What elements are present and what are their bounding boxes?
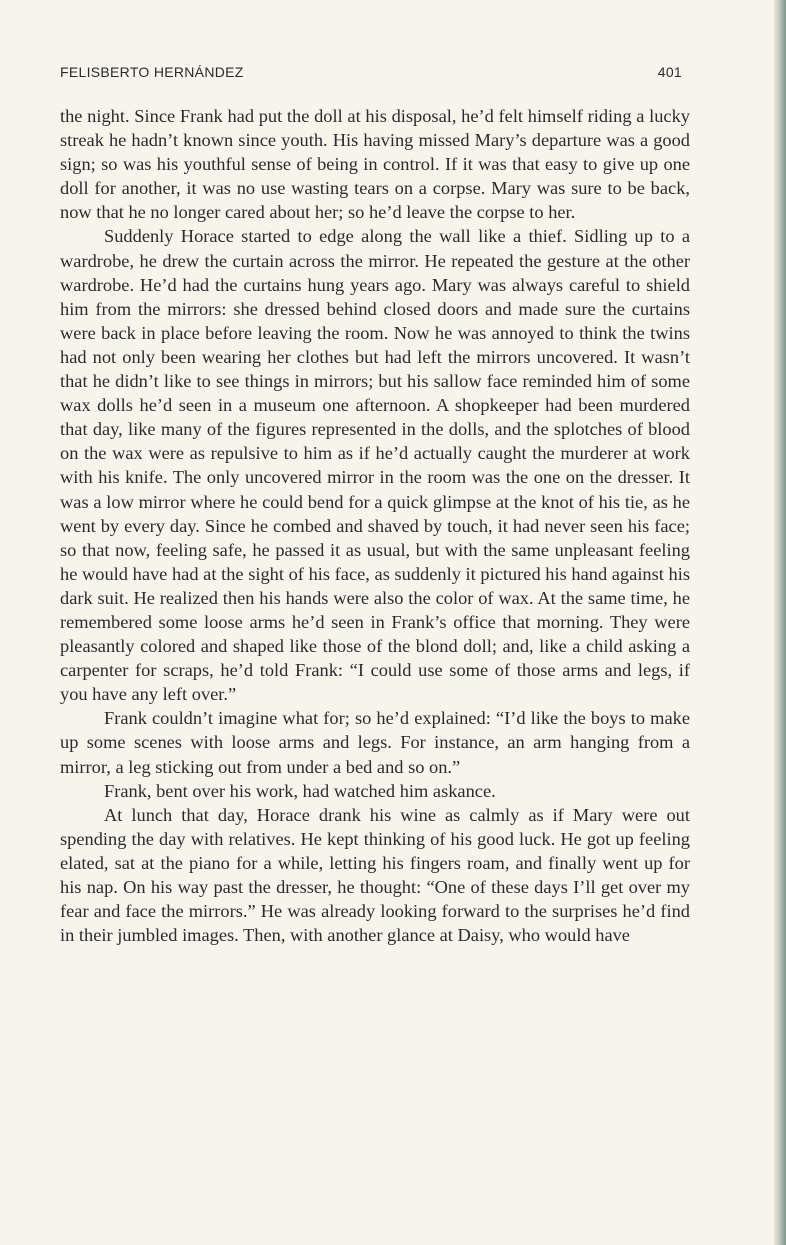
paragraph-5: At lunch that day, Horace drank his wine as calmly as if Mary were out spending the day with relatives. He kept thinking of his good luck. He got up feeling elated, sat at the piano for a while, letting his fingers roam, and finally went up for his nap. On his way past the dresser, he thought: “One of these days I’ll get over my fear and face the mirrors.” He was already looking forward to the surprises he’d find in their jumbled images. Then, with another glance at Daisy, who would have bbox=[60, 804, 690, 946]
page-number: 401 bbox=[657, 64, 682, 80]
paragraph-4: Frank, bent over his work, had watched him askance. bbox=[104, 780, 496, 801]
paragraph-1: the night. Since Frank had put the doll at his disposal, he’d felt himself riding a lucky streak he hadn’t known since youth. His having missed Mary’s departure was a good sign; so was his youthful sense of being in control. If it was that easy to give up one doll for another, it was no use wasting tears on a corpse. Mary was sure to be back, now that he no longer cared about her; so he’d leave the corpse to her. bbox=[60, 106, 690, 223]
page-edge bbox=[774, 0, 786, 1245]
paragraph-2: Suddenly Horace started to edge along the wall like a thief. Sidling up to a wardrobe, he drew the curtain across the mirror. He repeated the gesture at the other wardrobe. He’d had the curtains hung years ago. Mary was always careful to shield him from the mirrors: she dressed behind closed doors and made sure the curtains were back in place before leaving the room. Now he was annoyed to think the twins had not only been wearing her clothes but had left the mirrors uncovered. It wasn’t that he didn’t like to see things in mirrors; but his sallow face reminded him of some wax dolls he’d seen in a museum one afternoon. A shopkeeper had been murdered that day, like many of the figures represented in the dolls, and the splotches of blood on the wax were as repulsive to him as if he’d actually caught the murderer at work with his knife. The only uncovered mirror in the room was the one on the dresser. It was a low mirror where he could bend for a quick glimpse at the knot of his tie, as he went by every day. Since he combed and shaved by touch, it had never seen his face; so that now, feeling safe, he passed it as usual, but with the same unpleasant feeling he would have had at the sight of his face, as suddenly it pictured his hand against his dark suit. He realized then his hands were also the color of wax. At the same time, he remembered some loose arms he’d seen in Frank’s office that morning. They were pleasantly colored and shaped like those of the blond doll; and, like a child asking a carpenter for scraps, he’d told Frank: “I could use some of those arms and legs, if you have any left over.” bbox=[60, 226, 690, 705]
body-text bbox=[60, 104, 690, 947]
paragraph-3: Frank couldn’t imagine what for; so he’d explained: “I’d like the boys to make up some scenes with loose arms and legs. For instance, an arm hanging from a mirror, a leg sticking out from under a bed and so on.” bbox=[60, 708, 690, 777]
running-head bbox=[60, 64, 682, 84]
running-head-author: FELISBERTO HERNÁNDEZ bbox=[60, 64, 244, 80]
